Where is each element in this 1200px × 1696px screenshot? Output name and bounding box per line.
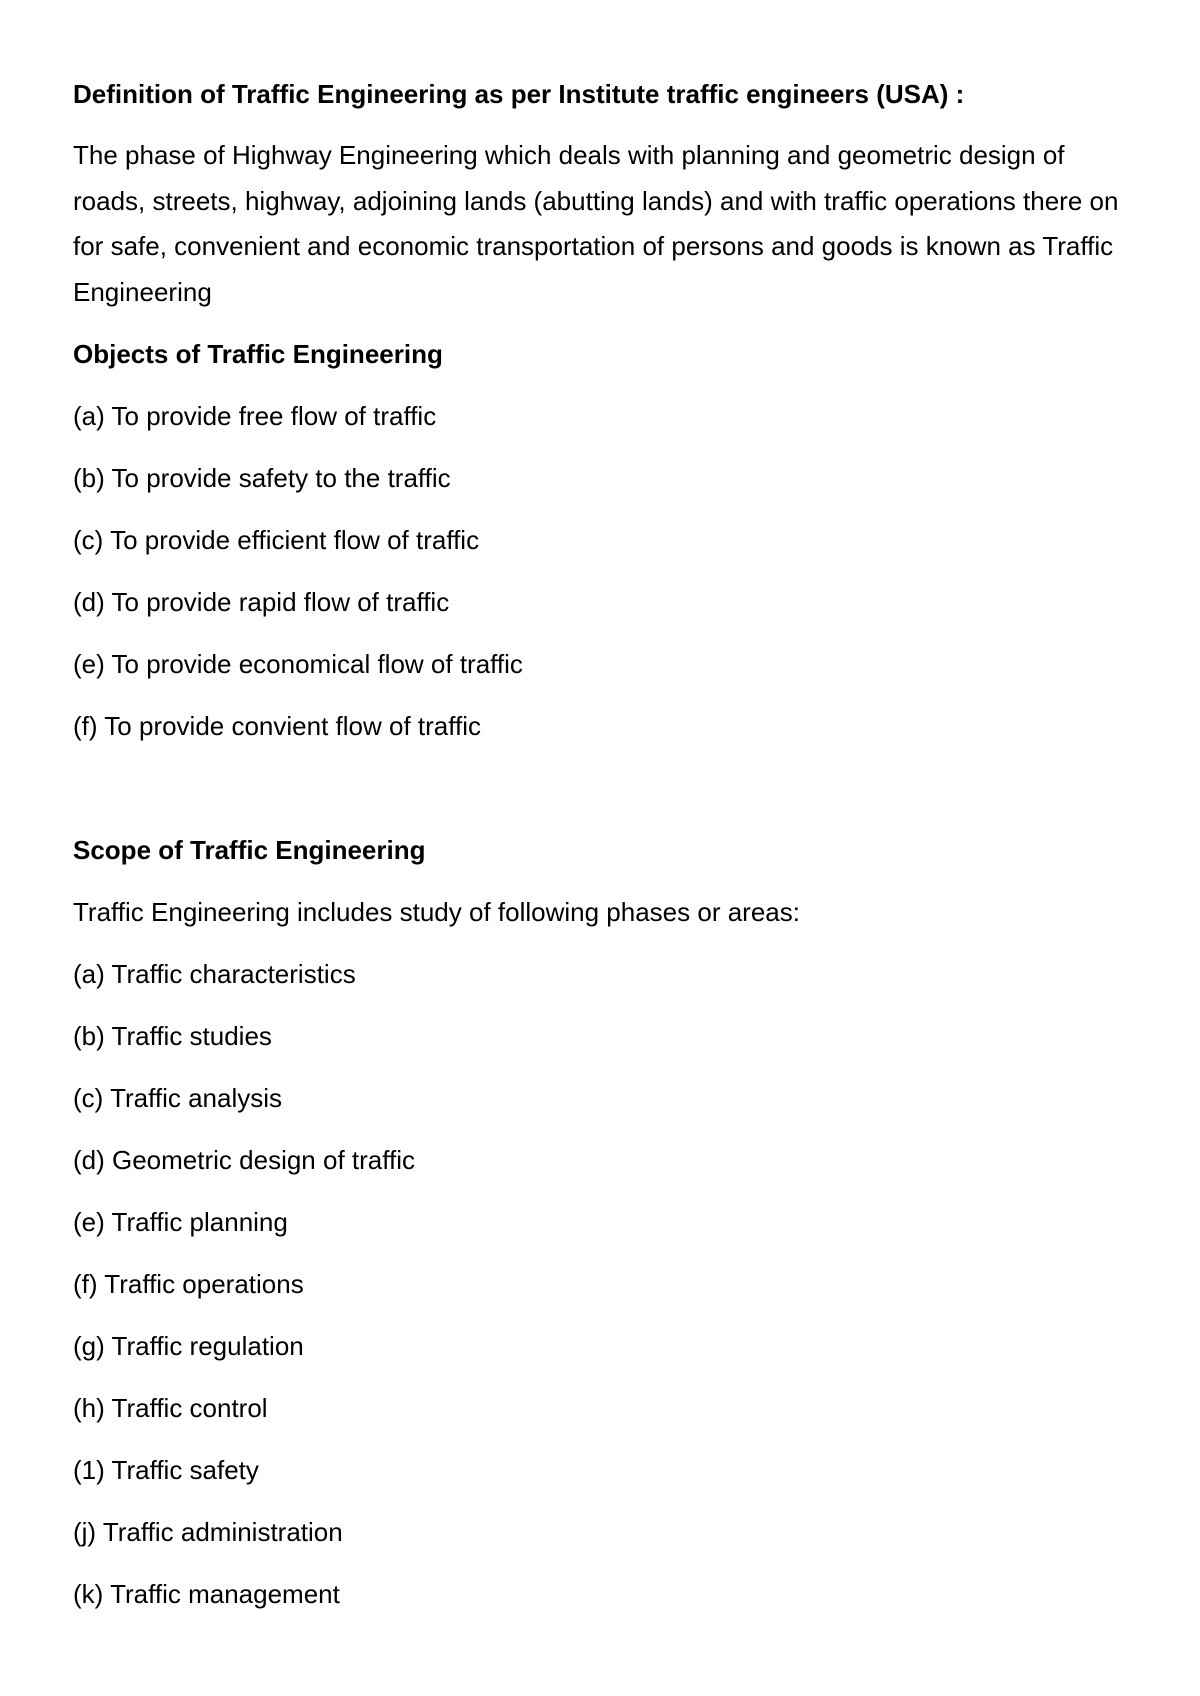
list-item: (b) Traffic studies xyxy=(73,1021,272,1051)
list-item: (1) Traffic safety xyxy=(73,1455,259,1485)
objects-heading: Objects of Traffic Engineering xyxy=(73,339,443,369)
list-item: (k) Traffic management xyxy=(73,1579,340,1609)
list-item: (j) Traffic administration xyxy=(73,1517,343,1547)
list-item: (f) To provide convient flow of traffic xyxy=(73,711,482,741)
scope-intro: Traffic Engineering includes study of following phases or areas: xyxy=(73,897,800,927)
list-item: (f) Traffic operations xyxy=(73,1269,304,1299)
list-item: (g) Traffic regulation xyxy=(73,1331,304,1361)
list-item: (b) To provide safety to the traffic xyxy=(73,463,451,493)
list-item: (e) To provide economical flow of traffic xyxy=(73,649,523,679)
list-item: (h) Traffic control xyxy=(73,1393,268,1423)
list-item: (d) Geometric design of traffic xyxy=(73,1145,415,1175)
list-item: (c) To provide efficient flow of traffic xyxy=(73,525,480,555)
definition-heading: Definition of Traffic Engineering as per Institute traffic engineers (USA) : xyxy=(73,79,965,109)
list-item: (a) Traffic characteristics xyxy=(73,959,356,989)
definition-paragraph: The phase of Highway Engineering which deals with planning and geometric design of roads, streets, highway, adjoining lands (abutting lands) and with traffic operations there on for safe, convenient and economic transportation of persons and goods is known as Traffic Engineering xyxy=(73,140,1119,307)
list-item: (d) To provide rapid flow of traffic xyxy=(73,587,450,617)
list-item: (a) To provide free flow of traffic xyxy=(73,401,437,431)
list-item: (e) Traffic planning xyxy=(73,1207,288,1237)
list-item: (c) Traffic analysis xyxy=(73,1083,283,1113)
scope-heading: Scope of Traffic Engineering xyxy=(73,835,426,865)
